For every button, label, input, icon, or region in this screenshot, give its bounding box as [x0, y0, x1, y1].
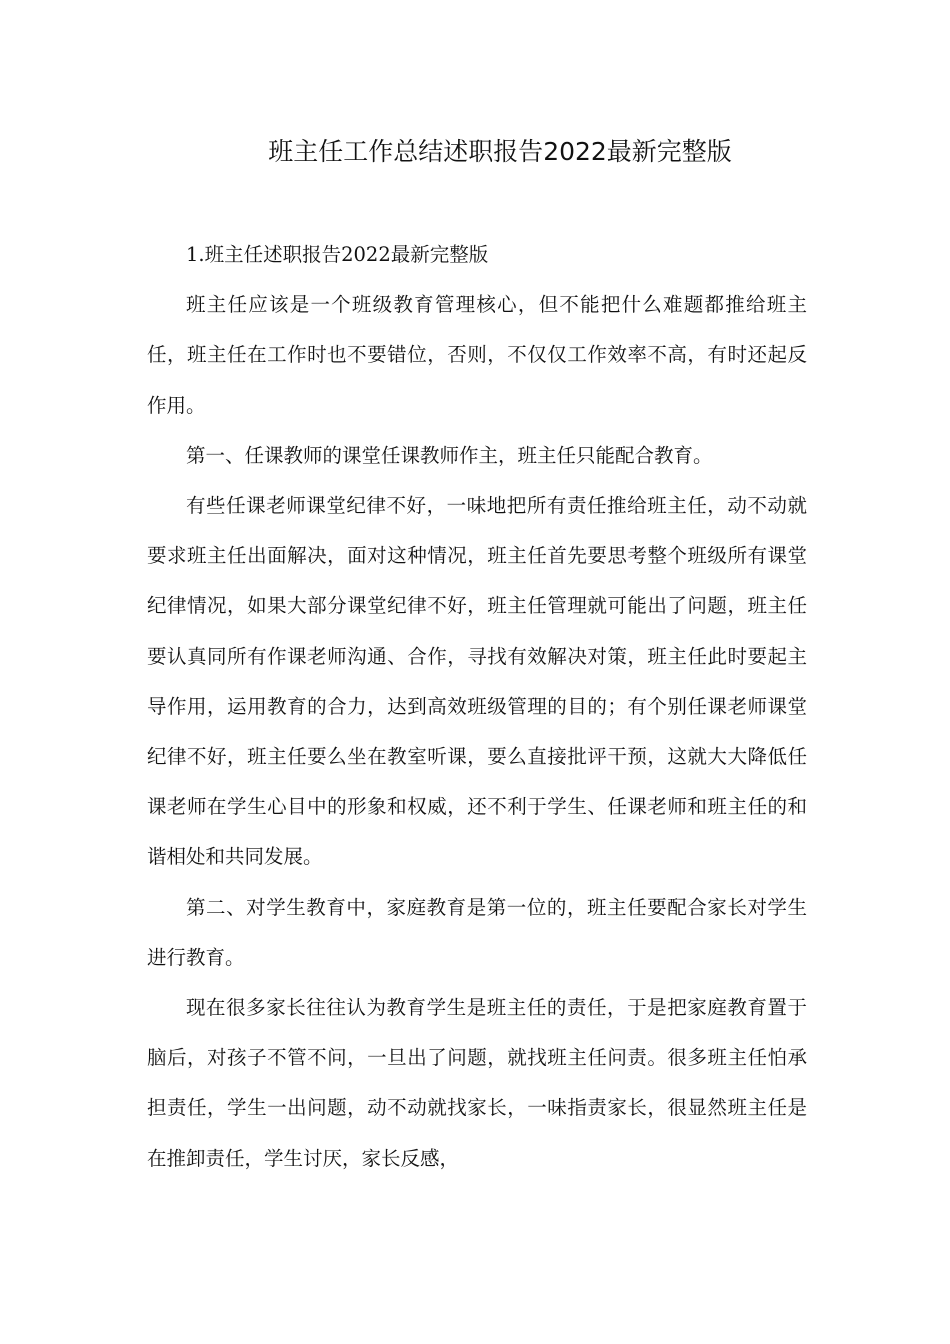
paragraph-point-two-detail: 现在很多家长往往认为教育学生是班主任的责任，于是把家庭教育置于脑后，对孩子不管不问，一旦出了问题，就找班主任问责。很多班主任怕承担责任，学生一出问题，动不动就找家长，一味指责家长，很显然班主任是在推卸责任，学生讨厌，家长反感，: [147, 996, 807, 1170]
paragraph-point-two: 第二、对学生教育中，家庭教育是第一位的，班主任要配合家长对学生进行教育。: [147, 895, 807, 969]
paragraph-point-one-detail: 有些任课老师课堂纪律不好，一味地把所有责任推给班主任，动不动就要求班主任出面解决，面对这种情况，班主任首先要思考整个班级所有课堂纪律情况，如果大部分课堂纪律不好，班主任管理就可能出了问题，班主任要认真同所有作课老师沟通、合作，寻找有效解决对策，班主任此时要起主导作用，运用教育的合力，达到高效班级管理的目的；有个别任课老师课堂纪律不好，班主任要么坐在教室听课，要么直接批评干预，这就大大降低任课老师在学生心目中的形象和权威，还不利于学生、任课老师和班主任的和谐相处和共同发展。: [147, 494, 807, 869]
document-title: 班主任工作总结述职报告2022最新完整版: [268, 137, 732, 166]
paragraph-point-one: 第一、任课教师的课堂任课教师作主，班主任只能配合教育。: [186, 443, 713, 467]
document-body: [147, 230, 807, 1184]
paragraph-intro: 班主任应该是一个班级教育管理核心，但不能把什么难题都推给班主任，班主任在工作时也不要错位，否则，不仅仅工作效率不高，有时还起反作用。: [147, 293, 807, 417]
paragraph-section-heading: 1.班主任述职报告2022最新完整版: [186, 243, 489, 266]
